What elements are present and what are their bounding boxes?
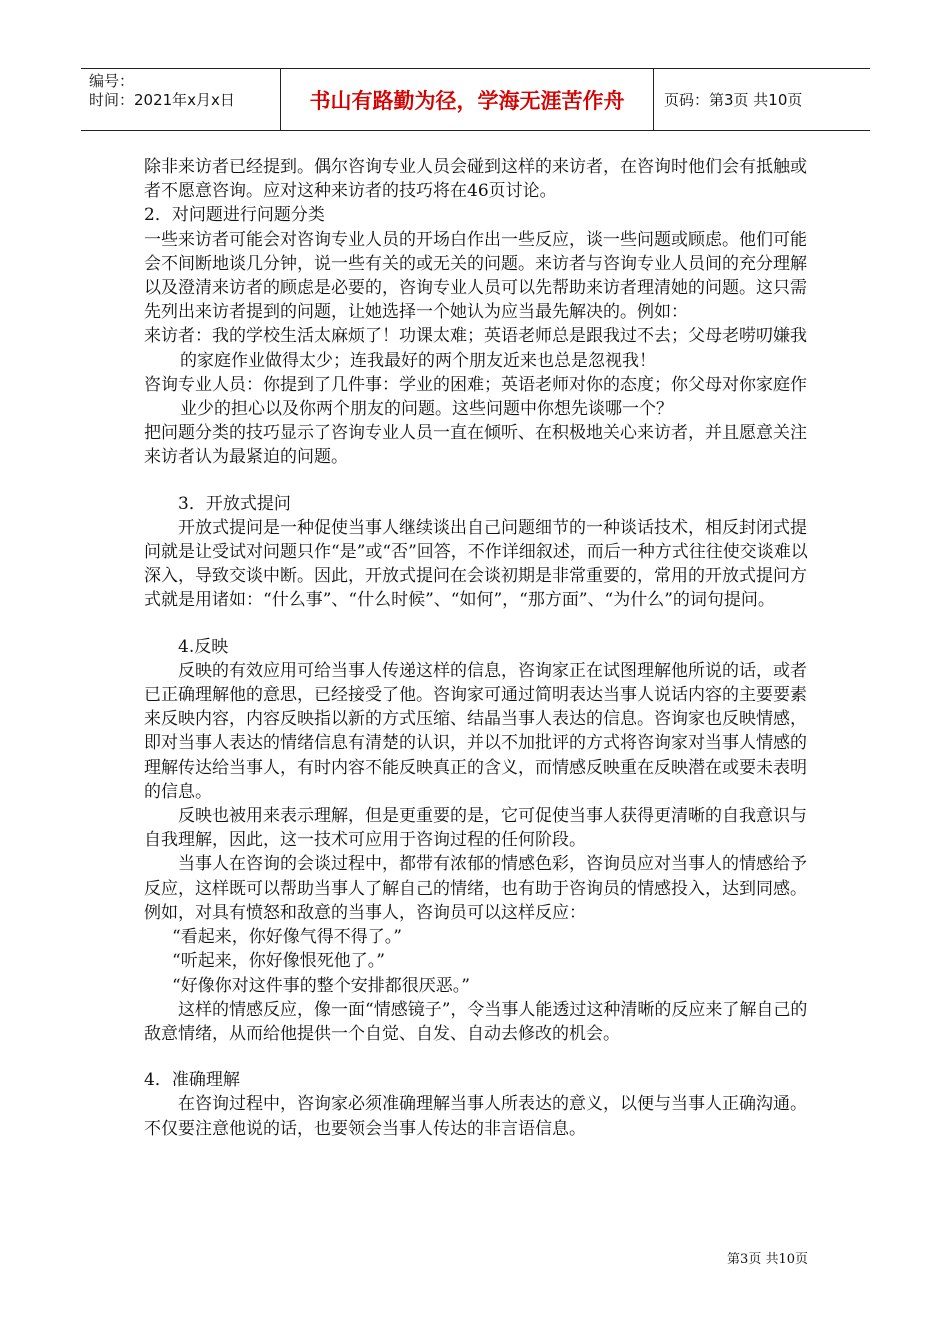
- paragraph: 反映的有效应用可给当事人传递这样的信息，咨询家正在试图理解他所说的话，或者已正确理解他的意思，已经接受了他。咨询家可通过简明表达当事人说话内容的主要要素来反映内容，内容反映指以新的方式压缩、结晶当事人表达的信息。咨询家也反映情感，即对当事人表达的情绪信息有清楚的认识，并以不加批评的方式将咨询家对当事人情感的理解传达给当事人，有时内容不能反映真正的含义，而情感反映重在反映潜在或要未表明的信息。: [144, 660, 807, 802]
- paragraph: 一些来访者可能会对咨询专业人员的开场白作出一些反应，谈一些问题或顾虑。他们可能会不间断地谈几分钟，说一些有关的或无关的问题。来访者与咨询专业人员间的充分理解以及澄清来访者的顾虑是必要的，咨询专业人员可以先帮助来访者理清她的问题。这只需先列出来访者提到的问题，让她选择一个她认为应当最先解决的。例如：: [144, 229, 807, 323]
- dialogue-client: 来访者：我的学校生活太麻烦了！功课太难；英语老师总是跟我过不去；父母老唠叨嫌我的家庭作业做得太少；连我最好的两个朋友近来也总是忽视我！: [144, 326, 807, 371]
- page-footer: 第3页 共10页: [727, 1252, 808, 1267]
- dialogue-counselor: 咨询专业人员：你提到了几件事：学业的困难；英语老师对你的态度；你父母对你家庭作业少的担心以及你两个朋友的问题。这些问题中你想先谈哪一个？: [144, 374, 807, 420]
- document-date: 时间：2021年x月x日: [89, 91, 235, 109]
- paragraph: 反映也被用来表示理解，但是更重要的是，它可促使当事人获得更清晰的自我意识与自我理解，因此，这一技术可应用于咨询过程的任何阶段。: [144, 806, 807, 851]
- example-quote: “好像你对这件事的整个安排都很厌恶。”: [172, 975, 470, 996]
- paragraph: 开放式提问是一种促使当事人继续谈出自己问题细节的一种谈话技术，相反封闭式提问就是让受试对问题只作“是”或“否”回答，不作详细叙述，而后一种方式往往使交谈难以深入，导致交谈中断。因此，开放式提问在会谈初期是非常重要的，常用的开放式提问方式就是用诸如：“什么事”、“什么时候”、“如何”，“那方面”、“为什么”的词句提问。: [144, 517, 808, 611]
- header-meta: [81, 69, 281, 130]
- header-motto: 书山有路勤为径，学海无涯苦作舟: [281, 69, 654, 130]
- example-quote: “听起来，你好像恨死他了。”: [172, 951, 385, 972]
- paragraph: 除非来访者已经提到。偶尔咨询专业人员会碰到这样的来访者，在咨询时他们会有抵触或者不愿意咨询。应对这种来访者的技巧将在46页讨论。: [144, 157, 807, 202]
- section-heading: 4.反映: [178, 636, 229, 657]
- header-page-number: 页码：第3页 共10页: [664, 91, 803, 109]
- document-number-label: 编号：: [89, 72, 135, 90]
- paragraph: 这样的情感反应，像一面“情感镜子”，令当事人能透过这种清晰的反应来了解自己的敌意情绪，从而给他提供一个自觉、自发、自动去修改的机会。: [144, 999, 808, 1044]
- paragraph: 在咨询过程中，咨询家必须准确理解当事人所表达的意义，以便与当事人正确沟通。不仅要注意他说的话，也要领会当事人传达的非言语信息。: [144, 1094, 807, 1139]
- section-heading: 2．对问题进行问题分类: [144, 205, 325, 226]
- paragraph: 当事人在咨询的会谈过程中，都带有浓郁的情感色彩，咨询员应对当事人的情感给予反应，这样既可以帮助当事人了解自己的情绪，也有助于咨询员的情感投入，达到同感。例如，对具有愤怒和敌意的当事人，咨询员可以这样反应：: [144, 854, 807, 923]
- example-quote: “看起来，你好像气得不得了。”: [172, 927, 402, 948]
- page-header: [81, 68, 870, 131]
- section-heading: 4．准确理解: [144, 1070, 240, 1091]
- section-heading: 3．开放式提问: [178, 493, 291, 514]
- document-body: [144, 155, 809, 1141]
- paragraph: 把问题分类的技巧显示了咨询专业人员一直在倾听、在积极地关心来访者，并且愿意关注来访者认为最紧迫的问题。: [144, 423, 807, 468]
